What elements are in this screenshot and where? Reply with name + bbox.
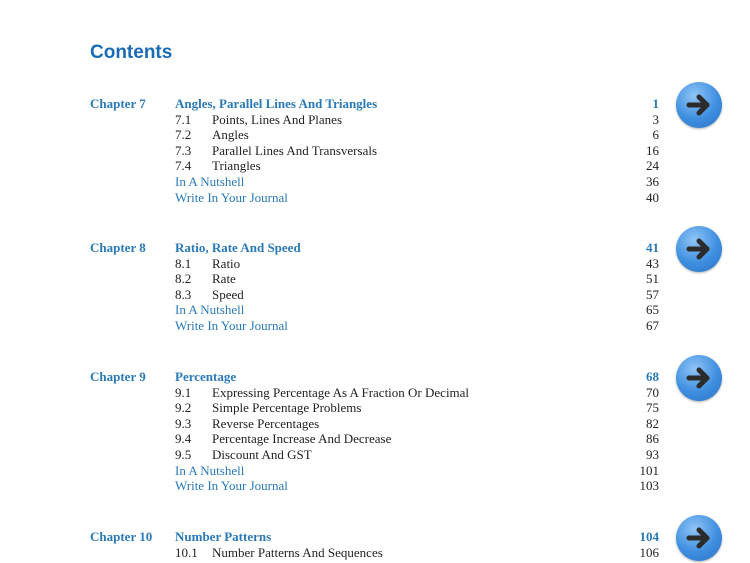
page-title: Contents (90, 42, 173, 63)
section-row[interactable] (0, 416, 750, 432)
section-title[interactable]: Rate (212, 271, 236, 287)
chapter-row[interactable] (0, 369, 750, 385)
section-number: 8.1 (175, 255, 192, 271)
section-number: 8.3 (175, 286, 192, 302)
chapter-title[interactable]: Number Patterns (175, 529, 272, 544)
chapter-label[interactable]: Chapter 10 (90, 529, 153, 544)
section-row[interactable] (0, 143, 750, 159)
section-row[interactable] (0, 545, 750, 561)
section-number: 9.4 (175, 431, 192, 447)
extra-page: 103 (639, 478, 659, 494)
section-title[interactable]: Ratio (212, 255, 241, 271)
arrow-right-icon (685, 235, 713, 263)
chapter-label[interactable]: Chapter 9 (90, 369, 146, 384)
extra-link[interactable]: Write In Your Journal (175, 318, 288, 333)
section-number: 9.5 (175, 447, 192, 462)
extra-row[interactable] (0, 302, 750, 318)
extra-link[interactable]: Write In Your Journal (175, 478, 288, 494)
chapter-row[interactable] (0, 529, 750, 545)
section-number: 7.4 (175, 158, 192, 174)
go-to-chapter-button[interactable] (676, 515, 722, 561)
section-row[interactable] (0, 112, 750, 128)
chapter-title[interactable]: Angles, Parallel Lines And Triangles (175, 96, 378, 111)
section-page: 106 (639, 544, 659, 560)
go-to-chapter-button[interactable] (676, 82, 722, 128)
section-title[interactable]: Reverse Percentages (212, 415, 320, 431)
section-page: 82 (646, 415, 659, 431)
section-number: 10.1 (175, 544, 198, 560)
section-page: 24 (646, 158, 659, 174)
section-page: 16 (646, 142, 659, 158)
chapter-page: 1 (652, 96, 659, 111)
arrow-right-icon (685, 364, 713, 392)
section-title[interactable]: Number Patterns And Sequences (212, 544, 383, 560)
chapter-row[interactable] (0, 240, 750, 256)
section-title[interactable]: Percentage Increase And Decrease (212, 431, 392, 447)
chapter-page: 68 (646, 369, 659, 384)
section-row[interactable] (0, 287, 750, 303)
go-to-chapter-button[interactable] (676, 355, 722, 401)
section-page: 3 (652, 111, 659, 127)
section-row[interactable] (0, 400, 750, 416)
section-row[interactable] (0, 127, 750, 143)
extra-link[interactable]: Write In Your Journal (175, 189, 288, 205)
section-page: 86 (646, 431, 659, 447)
section-row[interactable] (0, 158, 750, 174)
chapter-label[interactable]: Chapter 8 (90, 240, 146, 255)
section-title[interactable]: Parallel Lines And Transversals (212, 142, 378, 158)
section-number: 7.1 (175, 111, 192, 127)
section-title[interactable]: Angles (212, 127, 249, 143)
chapter-title[interactable]: Percentage (175, 369, 237, 384)
extra-link[interactable]: In A Nutshell (175, 462, 245, 478)
chapter-page: 41 (646, 240, 659, 255)
section-page: 75 (646, 400, 659, 416)
extra-page: 40 (646, 189, 659, 205)
section-page: 57 (646, 286, 659, 302)
section-title[interactable]: Simple Percentage Problems (212, 400, 362, 416)
chapter-page: 104 (639, 529, 659, 544)
section-number: 9.3 (175, 415, 192, 431)
section-row[interactable] (0, 385, 750, 401)
extra-row[interactable] (0, 478, 750, 494)
extra-link[interactable]: In A Nutshell (175, 302, 245, 318)
section-title[interactable]: Points, Lines And Planes (212, 111, 343, 127)
extra-row[interactable] (0, 190, 750, 206)
go-to-chapter-button[interactable] (676, 226, 722, 272)
section-title[interactable]: Speed (212, 286, 244, 302)
extra-row[interactable] (0, 174, 750, 190)
extra-page: 65 (646, 302, 659, 318)
chapter-row[interactable] (0, 96, 750, 112)
section-row[interactable] (0, 447, 750, 463)
section-number: 7.2 (175, 127, 192, 143)
extra-page: 101 (639, 462, 659, 478)
section-page: 51 (646, 271, 659, 287)
section-number: 8.2 (175, 271, 192, 287)
section-page: 93 (646, 447, 659, 462)
extra-link[interactable]: In A Nutshell (175, 174, 245, 189)
section-page: 43 (646, 255, 659, 271)
section-title[interactable]: Discount And GST (212, 447, 312, 462)
section-page: 70 (646, 384, 659, 400)
section-title[interactable]: Triangles (212, 158, 261, 174)
section-row[interactable] (0, 431, 750, 447)
extra-page: 36 (646, 174, 659, 189)
section-number: 9.1 (175, 384, 192, 400)
extra-page: 67 (646, 318, 659, 333)
arrow-right-icon (685, 91, 713, 119)
section-title[interactable]: Expressing Percentage As A Fraction Or Decimal (212, 384, 470, 400)
section-row[interactable] (0, 256, 750, 272)
extra-row[interactable] (0, 463, 750, 479)
extra-row[interactable] (0, 318, 750, 334)
arrow-right-icon (685, 524, 713, 552)
section-row[interactable] (0, 271, 750, 287)
chapter-title[interactable]: Ratio, Rate And Speed (175, 240, 301, 255)
chapter-label[interactable]: Chapter 7 (90, 96, 146, 111)
section-number: 9.2 (175, 400, 192, 416)
section-number: 7.3 (175, 142, 192, 158)
section-page: 6 (652, 127, 659, 143)
